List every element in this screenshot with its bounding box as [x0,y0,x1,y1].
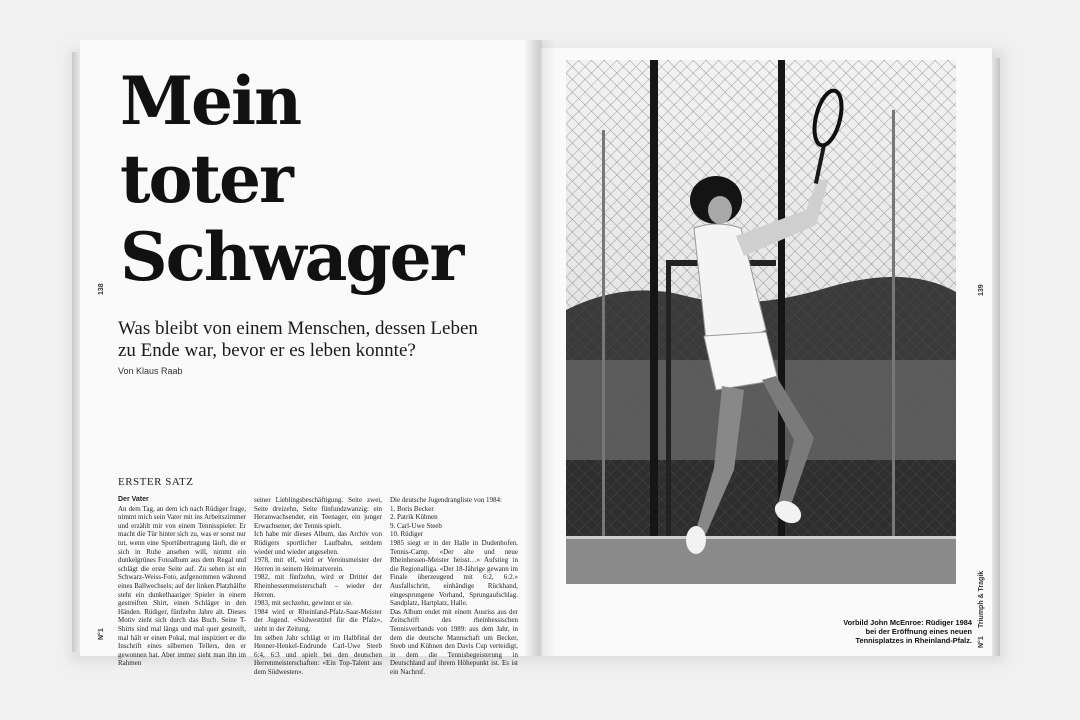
body-paragraph: 1983, mit sechzehn, gewinnt er sie. [254,599,353,608]
headline-line: Mein [120,62,301,140]
subhead: Was bleibt von einem Menschen, dessen Leben zu Ende war, bevor er es leben konnte? [118,318,478,361]
ranking-item: 10. Rüdiger [390,530,424,539]
ranking-item: 9. Carl-Uwe Steeb [390,521,442,530]
headline-line: Schwager [120,218,463,296]
body-columns [118,496,518,676]
headline-line: toter [120,140,292,218]
issue-mark-left: N°1 [98,628,105,640]
side-label: Triumph & Tragik [978,570,985,628]
left-page [80,40,540,676]
body-paragraph: 1984 wird er Rheinland-Pfalz-Saar-Meister der Jugend. «Südwesttitel für die Pfalz», steht in der Zeitung. [254,607,382,633]
section-title: ERSTER SATZ [118,476,194,488]
issue-mark-right: N°1 [978,636,985,648]
body-paragraph: 1982, mit fünfzehn, wird er Dritter der Rheinhessenmeisterschaft – wieder der Herren. [254,573,382,599]
byline: Von Klaus Raab [118,366,183,376]
body-paragraph: Ich habe mir dieses Album, das Archiv von Rüdigers sportlicher Laufbahn, seitdem wieder und wieder angesehen. [254,530,382,556]
body-paragraph: 1978, mit elf, wird er Vereinsmeister der Herren in seinem Heimatverein. [254,556,382,573]
body-paragraph: Die deutsche Jugendranglistе von 1984: [390,496,502,504]
column-subheading: Der Vater [118,496,149,503]
body-column-3 [390,496,518,676]
right-page [540,48,992,656]
body-paragraph: Im selben Jahr schlägt er im Halbfinal der Henner-Henkel-Endrunde Carl-Uwe Steeb 6:4, 6:3 und spielt bei den deutschen Herrenmeisterschaften: «Ein Top-Talent aus dem Südwesten». [254,633,382,676]
body-column-1 [118,496,246,668]
body-paragraph: 1985 siegt er in der Halle in Dudenhofen. Tennis-Camp. «Der alte und neue Rheinhessen-Meister heisst…» Aufstieg in die Regionalliga. «Der 18-Jährige gewann im Finale überzeugend mit 6:2, 6:2.» Ausfallschritt, einhändige Rückhand, eingesprungene Vorhand, Sprungaufschlag. Sandplatz, Hartplatz, Halle. [390,538,518,608]
ranking-item: 2. Patrik Kühnen [390,513,438,522]
body-paragraph: An dem Tag, an dem ich nach Rüdiger frage, nimmt mich sein Vater mit ins Arbeitszimmer und erzählt mir von einem Tennisspieler. Er macht die Tür hinter sich zu, was er sonst nur tut, wenn eine Sportübertragung läuft, die er sich in Ruhe ansehen will, nimmt ein dunkelgrünes Fotoalbum aus dem Regal und schlägt die erste Seite auf. Zu sehen ist ein Schwarz-Weiss-Foto, aufgenommen während eines Ballwechsels; auf der linken Platzhälfte steht ein dunkelhaariger Spieler in einem gestreiften Shirt, einen Schläger in den Händen. Rüdiger, fünfzehn Jahre alt. Dieses Motiv zieht sich durch das Buch. Seine T-Shirts sind mal längs und mal quer gestreift, mal hält er einen Pokal, mal inspiziert er die Inschrift eines silbernen Tellers, den er gewonnen hat. Aber immer sieht man ihn im Rahmen [118,504,246,668]
page-number-right: 139 [978,284,985,296]
photo-caption: Vorbild John McEnroe: Rüdiger 1984 bei der Eröffnung eines neuen Tennisplatzes in Rheinland-Pfalz. [843,618,972,645]
headline [120,62,462,296]
page-number-left: 138 [98,283,105,295]
tennis-photo [566,60,956,584]
tennis-player-image [566,60,956,584]
ranking-item: 1. Boris Becker [390,504,434,513]
body-paragraph: seiner Lieblingsbeschäftigung. Seite zwei, Seite dreizehn, Seite fünfundzwanzig: ein Heranwachsender, ein Teenager, ein junger Erwachsener, der Tennis spielt. [254,496,382,530]
body-column-2 [254,496,382,676]
body-paragraph: Das Album endet mit einem Ausriss aus der Zeitschrift des rheinhessischen Tennisverbands von 1989: aus dem Jahr, in dem die deutsche Mannschaft um Becker, Steeb und Kühnen den Davis Cup verteidigt, in dem die Tennisbegeisterung in Deutschland auf ihrem Höhepunkt ist. Es ist ein Nachruf. [390,607,518,676]
